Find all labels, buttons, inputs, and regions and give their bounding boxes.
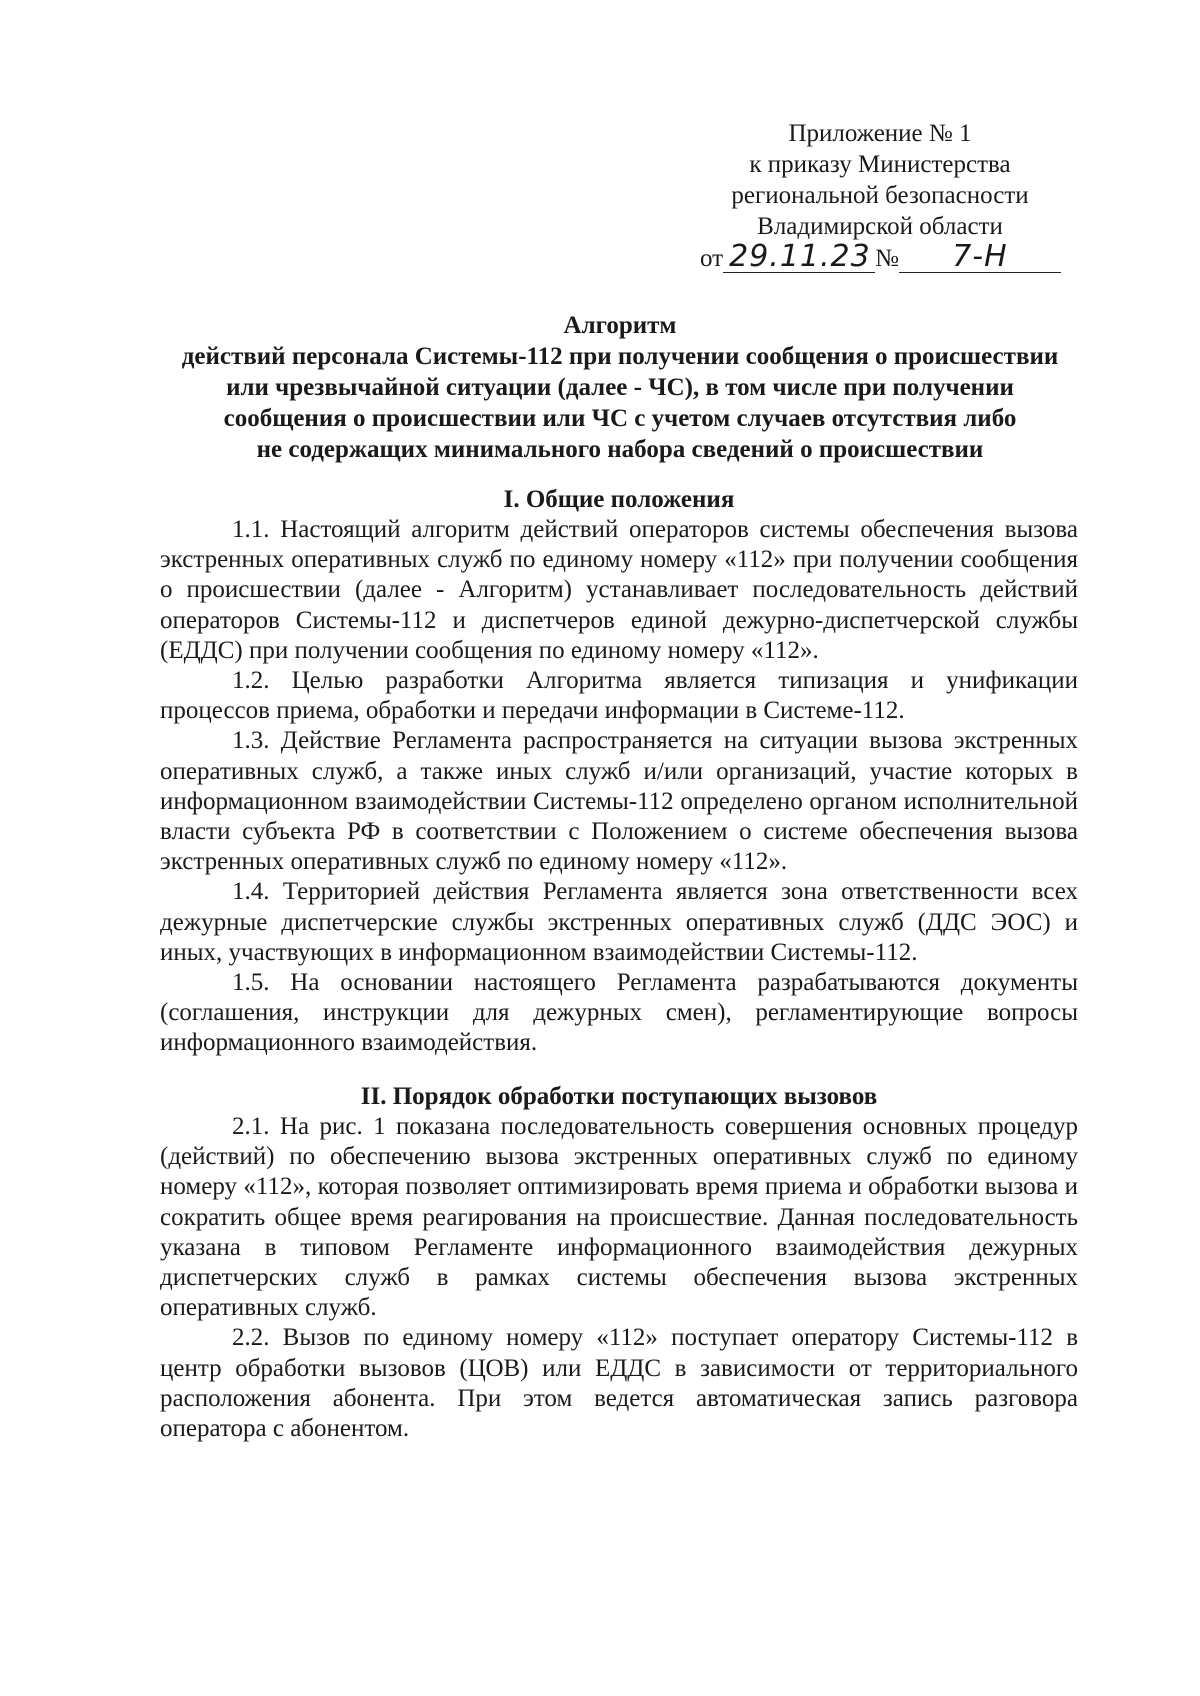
title-line-2: действий персонала Системы-112 при получении сообщения о происшествии xyxy=(181,343,1059,370)
order-date-line xyxy=(700,239,1060,274)
section-general-provisions xyxy=(160,485,1078,1059)
section-2-heading: II. Порядок обработки поступающих вызовов xyxy=(360,1083,878,1110)
paragraph-1-5: 1.5. На основании настоящего Регламента разрабатываются документы (соглашения, инструкции для дежурных смен), регламентирующие вопросы информационного взаимодействия. xyxy=(160,969,1078,1057)
paragraph-2-1: 2.1. На рис. 1 показана последовательность совершения основных процедур (действий) по обеспечению вызова экстренных оперативных служб по единому номеру «112», которая позволяет оптимизировать время приема и обработки вызова и сократить общее время реагирования на происшествие. Данная последовательность указана в типовом Регламенте информационного взаимодействия дежурных диспетчерских служб в рамках системы обеспечения вызова экстренных оперативных служб. xyxy=(160,1113,1078,1322)
paragraph-1-4: 1.4. Территорией действия Регламента является зона ответственности всех дежурные диспетчерские службы экстренных оперативных служб (ДДС ЭОС) и иных, участвующих в информационном взаимодействии Системы-112. xyxy=(160,878,1078,966)
paragraph-1-3: 1.3. Действие Регламента распространяется на ситуации вызова экстренных оперативных служб, а также иных служб и/или организаций, участие которых в информационном взаимодействии Системы-112 определено органом исполнительной власти субъекта РФ в соответствии с Положением о системе обеспечения вызова экстренных оперативных служб по единому номеру «112». xyxy=(160,727,1078,876)
section-1-heading: I. Общие положения xyxy=(503,486,735,513)
title-line-3: или чрезвычайной ситуации (далее - ЧС), в том числе при получении xyxy=(226,374,1014,401)
paragraph-1-1: 1.1. Настоящий алгоритм действий операторов системы обеспечения вызова экстренных оперативных служб по единому номеру «112» при получении сообщения о происшествии (далее - Алгоритм) устанавливает последовательность действий операторов Системы-112 и диспетчеров единой дежурно-диспетчерской службы (ЕДДС) при получении сообщения по единому номеру «112». xyxy=(160,516,1078,664)
handwritten-order-number: 7-Н xyxy=(899,242,1061,273)
appendix-line-3: региональной безопасности xyxy=(731,182,1029,209)
title-line-1: Алгоритм xyxy=(563,312,677,339)
handwritten-date: 29.11.23 xyxy=(723,242,875,273)
appendix-header xyxy=(700,118,1060,274)
number-prefix: № xyxy=(875,245,899,272)
appendix-line-2: к приказу Министерства xyxy=(749,151,1011,178)
appendix-line-4: Владимирской области xyxy=(757,213,1003,240)
title-line-5: не содержащих минимального набора сведений о происшествии xyxy=(256,436,984,463)
section-call-processing xyxy=(160,1082,1078,1444)
date-prefix: от xyxy=(700,245,724,272)
appendix-line-1: Приложение № 1 xyxy=(788,120,972,147)
paragraph-1-2: 1.2. Целью разработки Алгоритма является типизация и унификации процессов приема, обработки и передачи информации в Системе-112. xyxy=(160,667,1078,725)
paragraph-2-2: 2.2. Вызов по единому номеру «112» поступает оператору Системы-112 в центр обработки вызовов (ЦОВ) или ЕДДС в зависимости от территориального расположения абонента. При этом ведется автоматическая запись разговора оператора с абонентом. xyxy=(160,1324,1078,1443)
document-title xyxy=(160,310,1080,465)
title-line-4: сообщения о происшествии или ЧС с учетом случаев отсутствия либо xyxy=(223,405,1017,432)
